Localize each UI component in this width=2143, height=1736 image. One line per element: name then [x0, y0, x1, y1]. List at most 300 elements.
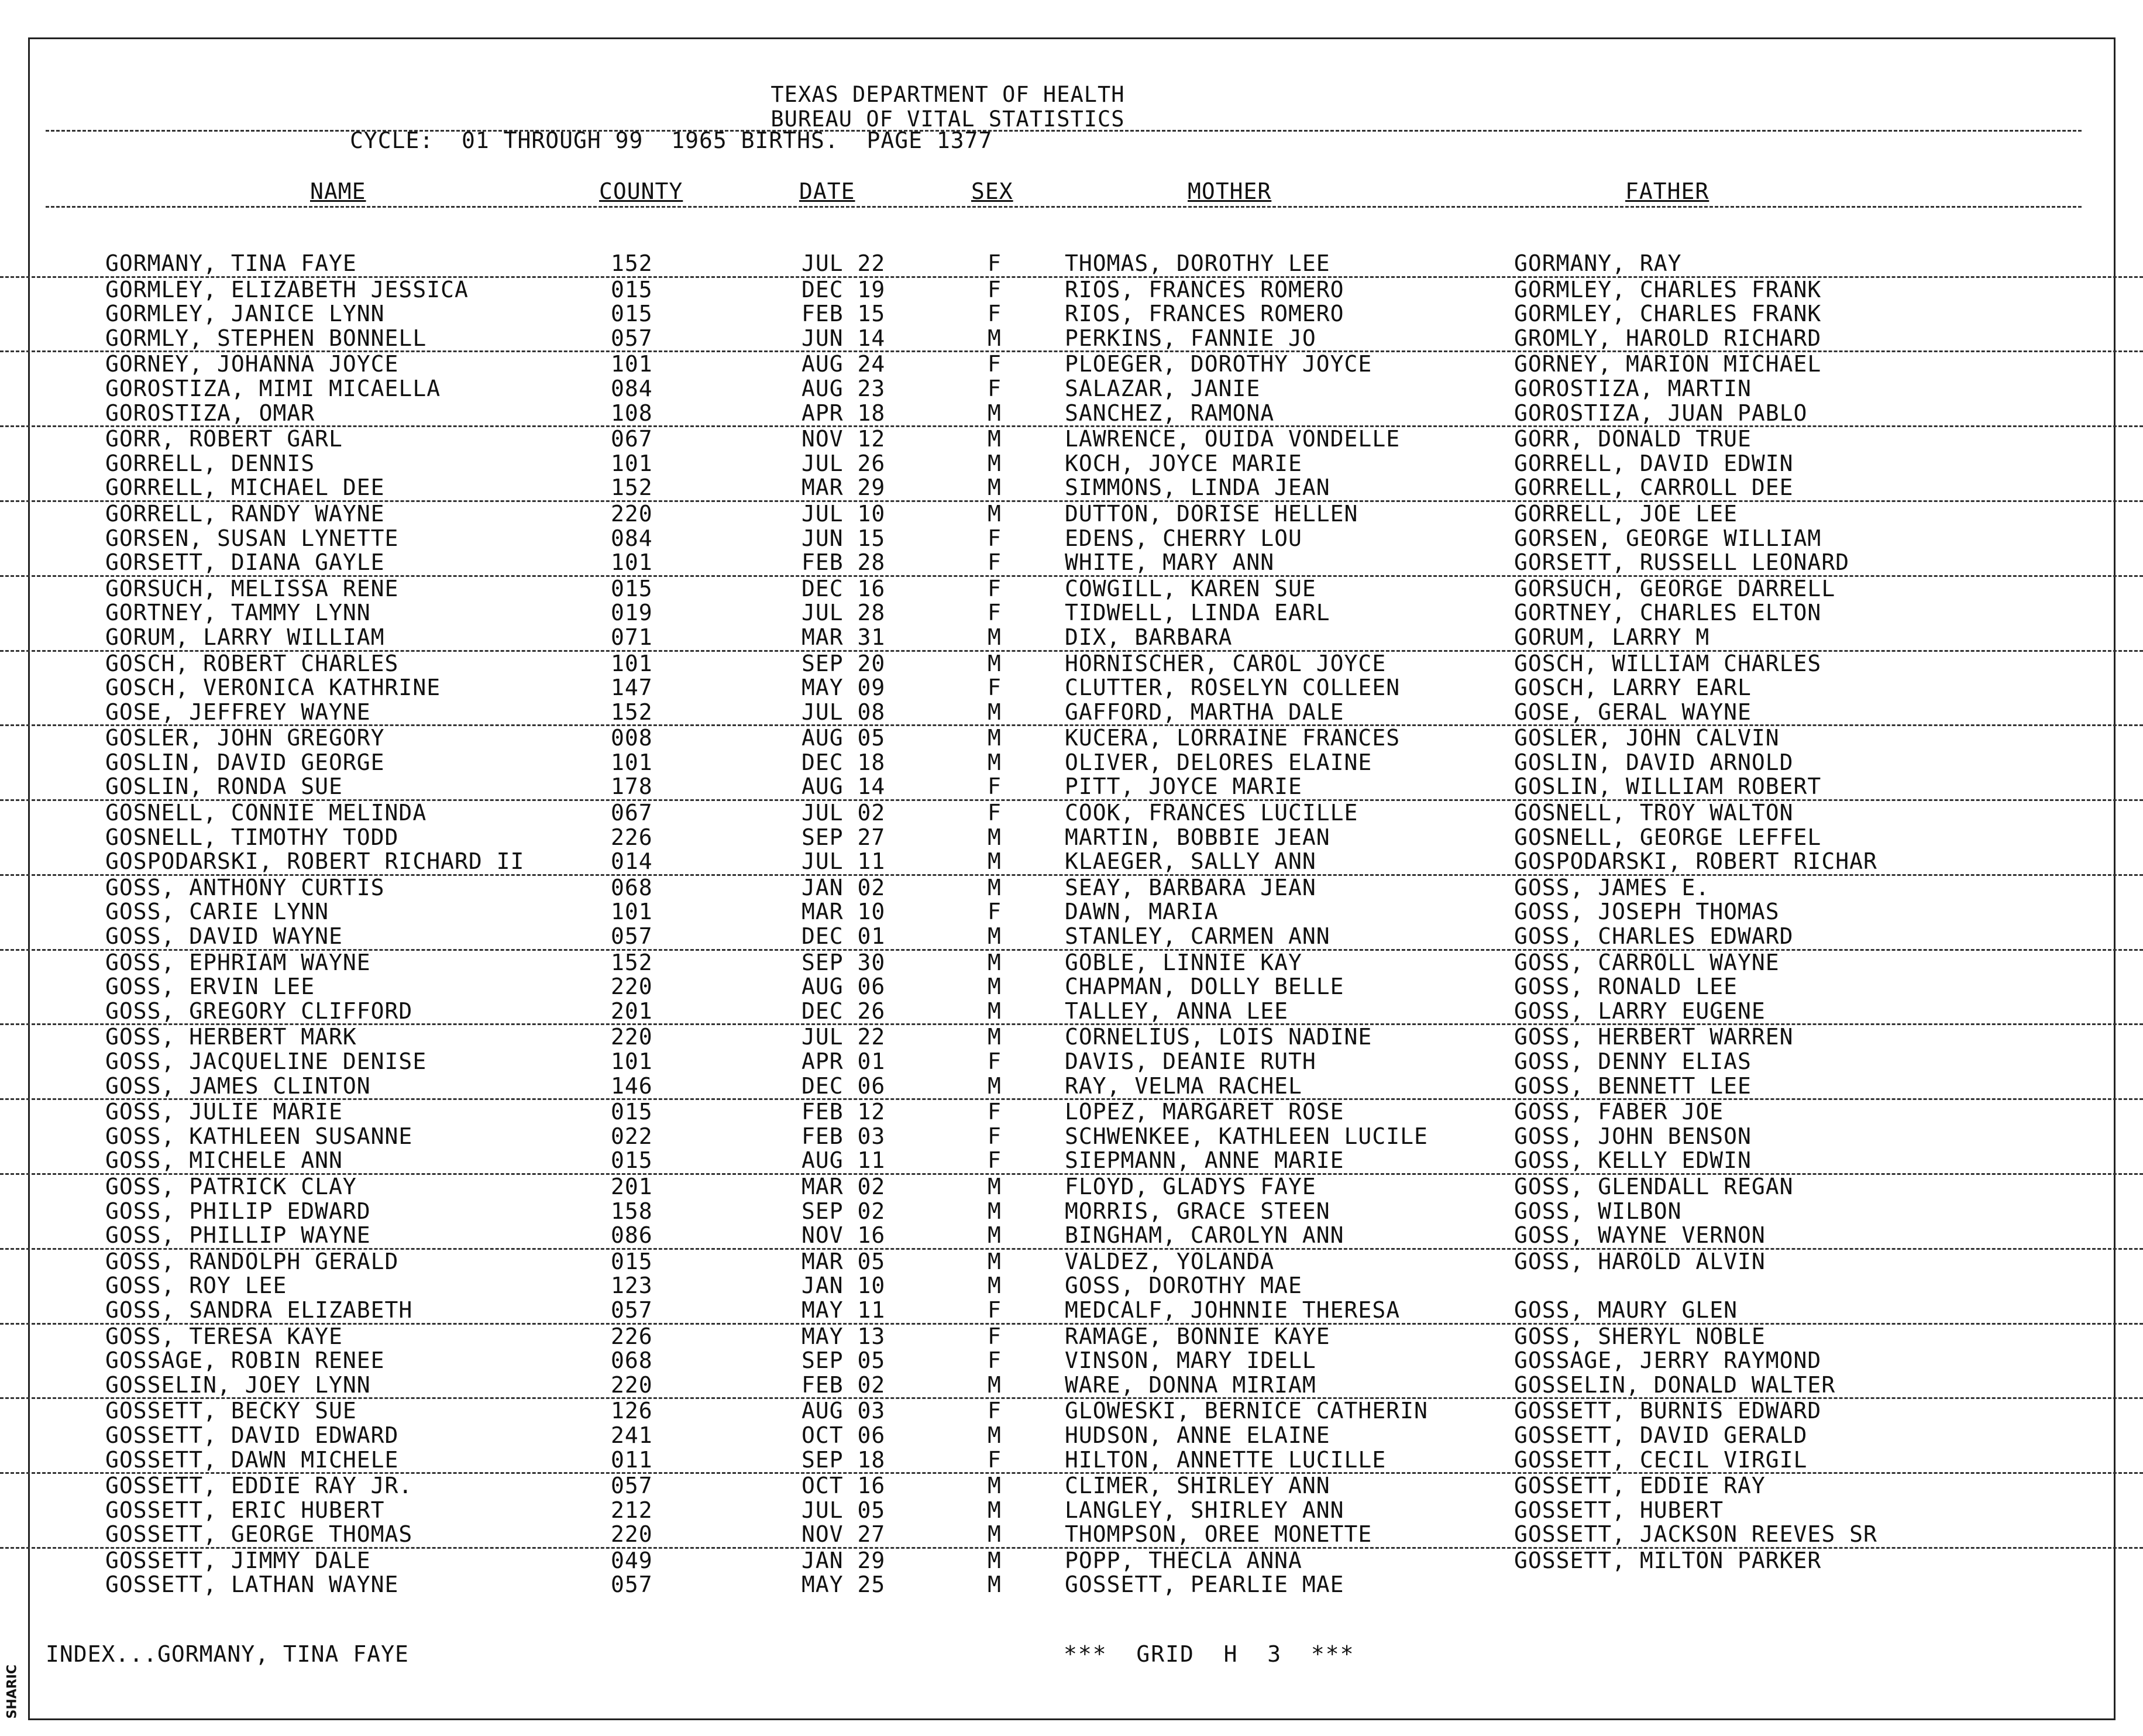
cell-county: 057 [611, 923, 653, 950]
cell-county: 049 [611, 1547, 653, 1573]
cell-mother: LAWRENCE, OUIDA VONDELLE [1065, 426, 1401, 452]
cell-name: GORSETT, DIANA GAYLE [105, 549, 385, 576]
cell-father: GOSS, LARRY EUGENE [1514, 998, 1766, 1024]
cell-county: 212 [611, 1497, 653, 1523]
cell-county: 071 [611, 624, 653, 650]
cell-county: 084 [611, 375, 653, 401]
cell-mother: GOSS, DOROTHY MAE [1065, 1273, 1302, 1299]
cell-mother: HORNISCHER, CAROL JOYCE [1065, 650, 1387, 676]
cell-mother: BINGHAM, CAROLYN ANN [1065, 1222, 1344, 1249]
cell-county: 086 [611, 1222, 653, 1249]
cell-father: GORSEN, GEORGE WILLIAM [1514, 525, 1822, 551]
cell-father: GOSS, HERBERT WARREN [1514, 1024, 1794, 1050]
cell-sex: F [988, 1347, 1002, 1374]
cell-father: GOROSTIZA, MARTIN [1514, 375, 1752, 401]
cell-mother: KOCH, JOYCE MARIE [1065, 450, 1302, 476]
cell-name: GOSSETT, BECKY SUE [105, 1398, 357, 1424]
cell-date: NOV 16 [802, 1222, 886, 1249]
cell-father: GOSS, GLENDALL REGAN [1514, 1173, 1794, 1199]
cell-county: 178 [611, 774, 653, 800]
cell-date: NOV 27 [802, 1521, 886, 1548]
table-row [0, 601, 2143, 625]
cell-sex: M [988, 325, 1002, 351]
cell-date: JUL 26 [802, 450, 886, 476]
cell-father: GOSLIN, DAVID ARNOLD [1514, 749, 1794, 775]
cell-date: JUL 22 [802, 1024, 886, 1050]
cell-sex: F [988, 675, 1002, 701]
cycle-line: CYCLE: 01 THROUGH 99 1965 BIRTHS. PAGE 1377 [350, 128, 993, 153]
cell-name: GOSS, SANDRA ELIZABETH [105, 1297, 413, 1323]
table-row [0, 502, 2143, 527]
cell-sex: M [988, 400, 1002, 426]
cell-father: GOSS, JOSEPH THOMAS [1514, 899, 1780, 925]
cell-county: 241 [611, 1422, 653, 1448]
cell-mother: COWGILL, KAREN SUE [1065, 575, 1316, 601]
cell-county: 019 [611, 600, 653, 626]
cell-mother: CHAPMAN, DOLLY BELLE [1065, 974, 1344, 1000]
cell-date: MAR 29 [802, 475, 886, 501]
cell-county: 158 [611, 1198, 653, 1224]
cell-mother: SALAZAR, JANIE [1065, 375, 1261, 401]
cell-date: AUG 23 [802, 375, 886, 401]
cell-mother: WHITE, MARY ANN [1065, 549, 1275, 576]
table-row [0, 1424, 2143, 1448]
cell-name: GOSS, PHILIP EDWARD [105, 1198, 371, 1224]
cell-father: GOSSETT, JACKSON REEVES SR [1514, 1521, 1877, 1548]
cell-father: GOSCH, WILLIAM CHARLES [1514, 650, 1822, 676]
cell-father: GOSS, FABER JOE [1514, 1099, 1724, 1125]
cell-mother: LANGLEY, SHIRLEY ANN [1065, 1497, 1344, 1523]
cell-name: GOSSETT, LATHAN WAYNE [105, 1572, 399, 1598]
cell-sex: F [988, 899, 1002, 925]
cell-county: 101 [611, 650, 653, 676]
cell-mother: GOBLE, LINNIE KAY [1065, 949, 1302, 975]
table-row [0, 452, 2143, 476]
cell-father: GOSPODARSKI, ROBERT RICHAR [1514, 848, 1877, 875]
cell-county: 152 [611, 949, 653, 975]
cell-sex: M [988, 1547, 1002, 1573]
cell-father: GOSLIN, WILLIAM ROBERT [1514, 774, 1822, 800]
cell-sex: M [988, 650, 1002, 676]
cell-county: 068 [611, 1347, 653, 1374]
cell-date: DEC 16 [802, 575, 886, 601]
cell-date: FEB 03 [802, 1123, 886, 1149]
cell-father: GOSCH, LARRY EARL [1514, 675, 1752, 701]
table-row [0, 1573, 2143, 1597]
cell-sex: M [988, 475, 1002, 501]
table-row [0, 700, 2143, 727]
cell-county: 101 [611, 450, 653, 476]
column-header-divider [46, 206, 2082, 208]
cell-father: GORSUCH, GEORGE DARRELL [1514, 575, 1836, 601]
cell-name: GOSNELL, CONNIE MELINDA [105, 800, 427, 826]
cell-sex: F [988, 1446, 1002, 1473]
cell-father: GORRELL, CARROLL DEE [1514, 475, 1794, 501]
cell-sex: F [988, 600, 1002, 626]
cell-father: GOSS, KELLY EDWIN [1514, 1147, 1752, 1174]
cell-county: 084 [611, 525, 653, 551]
cell-county: 057 [611, 1572, 653, 1598]
table-row [0, 652, 2143, 676]
cell-name: GOSSETT, ERIC HUBERT [105, 1497, 385, 1523]
table-row [0, 999, 2143, 1026]
cell-mother: KLAEGER, SALLY ANN [1065, 848, 1316, 875]
cell-date: JUL 05 [802, 1497, 886, 1523]
cell-sex: M [988, 1473, 1002, 1499]
cell-name: GOSS, ROY LEE [105, 1273, 287, 1299]
cell-father: GOSS, HAROLD ALVIN [1514, 1248, 1766, 1274]
cell-mother: CORNELIUS, LOIS NADINE [1065, 1024, 1373, 1050]
cell-county: 057 [611, 1297, 653, 1323]
cell-name: GOSCH, ROBERT CHARLES [105, 650, 399, 676]
cell-name: GORRELL, MICHAEL DEE [105, 475, 385, 501]
cell-date: AUG 14 [802, 774, 886, 800]
cell-county: 057 [611, 1473, 653, 1499]
cell-sex: M [988, 1222, 1002, 1249]
cell-sex: F [988, 1323, 1002, 1349]
cell-father: GOSSETT, BURNIS EDWARD [1514, 1398, 1822, 1424]
table-row [0, 1325, 2143, 1349]
cell-date: FEB 15 [802, 301, 886, 327]
cell-father: GOSS, WAYNE VERNON [1514, 1222, 1766, 1249]
cell-name: GOSS, JAMES CLINTON [105, 1072, 371, 1099]
cell-sex: M [988, 500, 1002, 527]
cell-date: JUL 02 [802, 800, 886, 826]
cell-name: GORMANY, TINA FAYE [105, 250, 357, 276]
cell-name: GOSS, EPHRIAM WAYNE [105, 949, 371, 975]
cell-sex: F [988, 1297, 1002, 1323]
cell-name: GORR, ROBERT GARL [105, 426, 343, 452]
cell-mother: CLIMER, SHIRLEY ANN [1065, 1473, 1330, 1499]
cell-mother: MARTIN, BOBBIE JEAN [1065, 824, 1330, 850]
table-row [0, 676, 2143, 700]
table-row [0, 278, 2143, 302]
table-row [0, 625, 2143, 652]
cell-name: GORSUCH, MELISSA RENE [105, 575, 399, 601]
cell-name: GORUM, LARRY WILLIAM [105, 624, 385, 650]
table-row [0, 876, 2143, 900]
grid-label: *** GRID H 3 *** [1064, 1641, 1355, 1667]
cell-name: GOSSETT, DAVID EDWARD [105, 1422, 399, 1448]
cell-mother: TIDWELL, LINDA EARL [1065, 600, 1330, 626]
cell-father: GOSS, JAMES E. [1514, 874, 1710, 900]
col-header-county: COUNTY [599, 178, 683, 204]
cell-mother: SCHWENKEE, KATHLEEN LUCILE [1065, 1123, 1428, 1149]
cell-name: GOSNELL, TIMOTHY TODD [105, 824, 399, 850]
table-row [0, 476, 2143, 502]
cell-mother: RAY, VELMA RACHEL [1065, 1072, 1302, 1099]
cell-mother: POPP, THECLA ANNA [1065, 1547, 1302, 1573]
cell-mother: RIOS, FRANCES ROMERO [1065, 276, 1344, 302]
cell-mother: HILTON, ANNETTE LUCILLE [1065, 1446, 1387, 1473]
cell-sex: M [988, 1248, 1002, 1274]
cell-name: GOSE, JEFFREY WAYNE [105, 699, 371, 725]
cell-name: GOSS, TERESA KAYE [105, 1323, 343, 1349]
cell-county: 147 [611, 675, 653, 701]
cell-mother: SIEPMANN, ANNE MARIE [1065, 1147, 1344, 1174]
cell-date: MAR 31 [802, 624, 886, 650]
cell-county: 101 [611, 1049, 653, 1074]
table-row [0, 252, 2143, 278]
cell-sex: M [988, 1024, 1002, 1050]
table-row [0, 1250, 2143, 1274]
table-row [0, 1125, 2143, 1149]
table-row [0, 975, 2143, 999]
cell-sex: F [988, 276, 1002, 302]
cell-father: GOSS, MAURY GLEN [1514, 1297, 1738, 1323]
table-row [0, 1448, 2143, 1474]
cell-county: 226 [611, 824, 653, 850]
cell-mother: VINSON, MARY IDELL [1065, 1347, 1316, 1374]
table-row [0, 427, 2143, 452]
cell-date: SEP 20 [802, 650, 886, 676]
cell-mother: GAFFORD, MARTHA DALE [1065, 699, 1344, 725]
table-row [0, 1199, 2143, 1224]
cell-name: GOSS, CARIE LYNN [105, 899, 329, 925]
table-row [0, 751, 2143, 775]
cell-father: GOSSETT, HUBERT [1514, 1497, 1724, 1523]
cell-mother: OLIVER, DELORES ELAINE [1065, 749, 1373, 775]
cell-father: GORUM, LARRY M [1514, 624, 1710, 650]
cell-date: NOV 12 [802, 426, 886, 452]
cell-name: GOSS, HERBERT MARK [105, 1024, 357, 1050]
index-label: INDEX...GORMANY, TINA FAYE [46, 1641, 409, 1667]
cell-mother: TALLEY, ANNA LEE [1065, 998, 1289, 1024]
table-row [0, 1025, 2143, 1050]
cell-date: DEC 18 [802, 749, 886, 775]
cell-sex: M [988, 949, 1002, 975]
cell-date: DEC 01 [802, 923, 886, 950]
cell-father: GOSS, CARROLL WAYNE [1514, 949, 1780, 975]
cell-name: GOSS, PATRICK CLAY [105, 1173, 357, 1199]
cell-date: MAR 02 [802, 1173, 886, 1199]
table-row [0, 951, 2143, 975]
cell-mother: RIOS, FRANCES ROMERO [1065, 301, 1344, 327]
table-row [0, 924, 2143, 951]
cell-county: 008 [611, 725, 653, 751]
cell-mother: FLOYD, GLADYS FAYE [1065, 1173, 1316, 1199]
cell-sex: M [988, 749, 1002, 775]
cell-date: APR 01 [802, 1049, 886, 1074]
table-row [0, 1498, 2143, 1523]
table-row [0, 900, 2143, 924]
cell-name: GOSS, RANDOLPH GERALD [105, 1248, 399, 1274]
cell-name: GORMLY, STEPHEN BONNELL [105, 325, 427, 351]
col-header-name: NAME [310, 178, 366, 204]
cell-name: GOSS, ANTHONY CURTIS [105, 874, 385, 900]
table-row [0, 1100, 2143, 1125]
cell-date: MAY 13 [802, 1323, 886, 1349]
cell-sex: M [988, 1497, 1002, 1523]
cell-mother: DAWN, MARIA [1065, 899, 1219, 925]
table-row [0, 1175, 2143, 1199]
cell-county: 015 [611, 1099, 653, 1125]
table-row [0, 302, 2143, 326]
cell-mother: GLOWESKI, BERNICE CATHERIN [1065, 1398, 1428, 1424]
cell-date: JAN 29 [802, 1547, 886, 1573]
cell-name: GOSS, DAVID WAYNE [105, 923, 343, 950]
cell-name: GOSSETT, EDDIE RAY JR. [105, 1473, 413, 1499]
cell-date: FEB 12 [802, 1099, 886, 1125]
cell-date: AUG 24 [802, 351, 886, 377]
table-row [0, 1074, 2143, 1101]
cell-date: OCT 06 [802, 1422, 886, 1448]
table-row [0, 1149, 2143, 1175]
cell-date: JUL 08 [802, 699, 886, 725]
cell-date: SEP 27 [802, 824, 886, 850]
cell-sex: M [988, 848, 1002, 875]
cell-sex: M [988, 1572, 1002, 1598]
cell-father: GOSS, WILBON [1514, 1198, 1682, 1224]
cell-mother: COOK, FRANCES LUCILLE [1065, 800, 1358, 826]
table-row [0, 1223, 2143, 1250]
cell-county: 101 [611, 899, 653, 925]
table-row [0, 726, 2143, 751]
cell-county: 067 [611, 426, 653, 452]
cell-county: 022 [611, 1123, 653, 1149]
cell-father: GOSS, RONALD LEE [1514, 974, 1738, 1000]
cell-county: 015 [611, 1248, 653, 1274]
cell-date: SEP 30 [802, 949, 886, 975]
table-row [0, 1522, 2143, 1549]
cell-name: GOSS, ERVIN LEE [105, 974, 315, 1000]
cell-name: GOROSTIZA, MIMI MICAELLA [105, 375, 441, 401]
cell-county: 146 [611, 1072, 653, 1099]
cell-mother: STANLEY, CARMEN ANN [1065, 923, 1330, 950]
cell-county: 220 [611, 500, 653, 527]
table-row [0, 551, 2143, 577]
col-header-father: FATHER [1625, 178, 1709, 204]
cell-county: 067 [611, 800, 653, 826]
table-row [0, 326, 2143, 353]
cell-county: 011 [611, 1446, 653, 1473]
cell-sex: M [988, 624, 1002, 650]
cell-sex: M [988, 974, 1002, 1000]
cell-name: GOSSELIN, JOEY LYNN [105, 1371, 371, 1398]
cell-mother: VALDEZ, YOLANDA [1065, 1248, 1275, 1274]
cell-mother: KUCERA, LORRAINE FRANCES [1065, 725, 1401, 751]
cell-sex: F [988, 375, 1002, 401]
cell-father: GOSNELL, TROY WALTON [1514, 800, 1794, 826]
cell-sex: M [988, 998, 1002, 1024]
cell-sex: F [988, 575, 1002, 601]
cell-date: SEP 18 [802, 1446, 886, 1473]
table-row [0, 527, 2143, 551]
col-header-date: DATE [799, 178, 855, 204]
cell-father: GOSSETT, DAVID GERALD [1514, 1422, 1808, 1448]
cell-county: 220 [611, 1521, 653, 1548]
cell-county: 152 [611, 250, 653, 276]
cell-sex: F [988, 1099, 1002, 1125]
cell-sex: M [988, 1173, 1002, 1199]
cell-father: GORMLEY, CHARLES FRANK [1514, 301, 1822, 327]
header-department: TEXAS DEPARTMENT OF HEALTH [770, 82, 1125, 107]
table-row [0, 1549, 2143, 1573]
cell-name: GOSLER, JOHN GREGORY [105, 725, 385, 751]
cell-date: MAY 25 [802, 1572, 886, 1598]
table-row [0, 401, 2143, 428]
cell-date: APR 18 [802, 400, 886, 426]
cell-county: 152 [611, 475, 653, 501]
cell-county: 220 [611, 1371, 653, 1398]
cell-name: GOSSETT, DAWN MICHELE [105, 1446, 399, 1473]
cell-name: GORRELL, DENNIS [105, 450, 315, 476]
cell-father: GOSSELIN, DONALD WALTER [1514, 1371, 1836, 1398]
cell-name: GORRELL, RANDY WAYNE [105, 500, 385, 527]
cell-mother: PERKINS, FANNIE JO [1065, 325, 1316, 351]
cell-sex: M [988, 1273, 1002, 1299]
cell-sex: F [988, 1147, 1002, 1174]
cell-sex: M [988, 699, 1002, 725]
cell-mother: DIX, BARBARA [1065, 624, 1233, 650]
table-row [0, 377, 2143, 401]
cell-county: 220 [611, 974, 653, 1000]
cell-father: GOSSETT, CECIL VIRGIL [1514, 1446, 1808, 1473]
cell-mother: MORRIS, GRACE STEEN [1065, 1198, 1330, 1224]
cell-county: 152 [611, 699, 653, 725]
cell-name: GOSCH, VERONICA KATHRINE [105, 675, 441, 701]
cell-father: GORMLEY, CHARLES FRANK [1514, 276, 1822, 302]
cell-father: GORR, DONALD TRUE [1514, 426, 1752, 452]
cell-father: GOROSTIZA, JUAN PABLO [1514, 400, 1808, 426]
cell-father: GOSE, GERAL WAYNE [1514, 699, 1752, 725]
cell-county: 057 [611, 325, 653, 351]
cell-sex: M [988, 824, 1002, 850]
table-row [0, 1274, 2143, 1298]
cell-date: JUL 22 [802, 250, 886, 276]
cell-county: 068 [611, 874, 653, 900]
header-bureau: BUREAU OF VITAL STATISTICS [770, 106, 1125, 132]
cell-date: SEP 02 [802, 1198, 886, 1224]
cell-sex: F [988, 351, 1002, 377]
table-row [0, 1349, 2143, 1373]
cell-county: 226 [611, 1323, 653, 1349]
cell-county: 014 [611, 848, 653, 875]
cell-sex: F [988, 301, 1002, 327]
cell-mother: SEAY, BARBARA JEAN [1065, 874, 1316, 900]
cell-date: SEP 05 [802, 1347, 886, 1374]
cell-mother: PITT, JOYCE MARIE [1065, 774, 1302, 800]
cell-date: JUN 14 [802, 325, 886, 351]
cell-sex: M [988, 1371, 1002, 1398]
cell-name: GOSLIN, DAVID GEORGE [105, 749, 385, 775]
cell-father: GORMANY, RAY [1514, 250, 1682, 276]
cell-name: GOSS, PHILLIP WAYNE [105, 1222, 371, 1249]
cell-mother: CLUTTER, ROSELYN COLLEEN [1065, 675, 1401, 701]
cell-sex: F [988, 250, 1002, 276]
cell-father: GORSETT, RUSSELL LEONARD [1514, 549, 1850, 576]
cell-name: GORMLEY, JANICE LYNN [105, 301, 385, 327]
cell-sex: F [988, 800, 1002, 826]
cell-father: GORNEY, MARION MICHAEL [1514, 351, 1822, 377]
cell-father: GORRELL, JOE LEE [1514, 500, 1738, 527]
cell-sex: M [988, 1521, 1002, 1548]
cell-mother: EDENS, CHERRY LOU [1065, 525, 1302, 551]
cell-name: GOSS, GREGORY CLIFFORD [105, 998, 413, 1024]
cell-sex: M [988, 1072, 1002, 1099]
cell-father: GOSSETT, MILTON PARKER [1514, 1547, 1822, 1573]
cell-date: FEB 02 [802, 1371, 886, 1398]
cell-date: AUG 06 [802, 974, 886, 1000]
cell-county: 108 [611, 400, 653, 426]
table-row [0, 352, 2143, 377]
cell-date: MAR 10 [802, 899, 886, 925]
cell-father: GORRELL, DAVID EDWIN [1514, 450, 1794, 476]
cell-mother: WARE, DONNA MIRIAM [1065, 1371, 1316, 1398]
cell-county: 201 [611, 998, 653, 1024]
cell-date: AUG 05 [802, 725, 886, 751]
table-row [0, 850, 2143, 876]
